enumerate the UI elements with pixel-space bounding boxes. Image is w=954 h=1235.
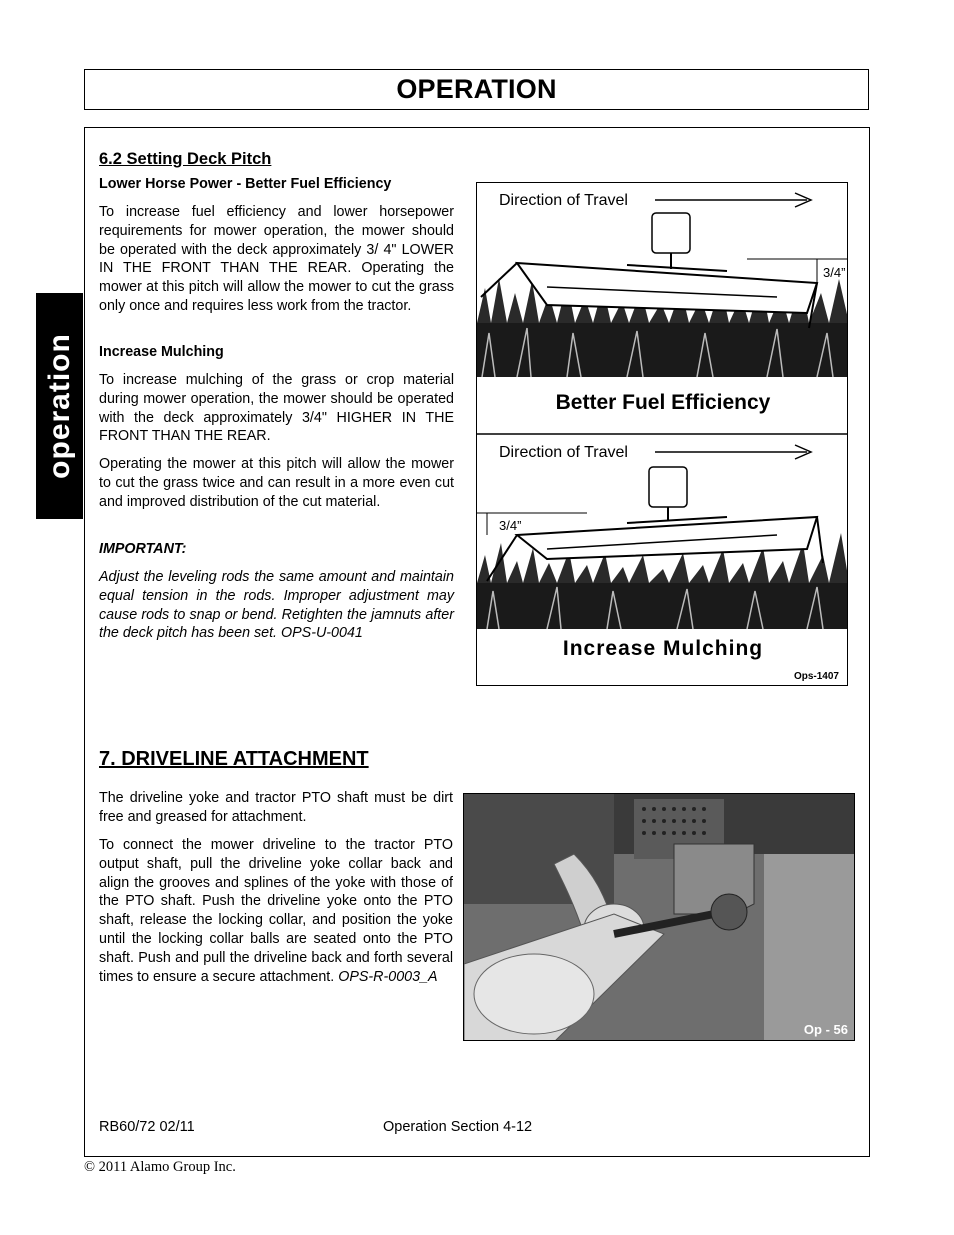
- driveline-instructions: To connect the mower driveline to the tractor PTO output shaft, pull the driveline yoke collar back and align the grooves and splines of the yoke with those of the PTO shaft. Push the driveline yoke onto the PTO shaft, release the locking collar, and position the yoke until the locking collar balls are seated onto the PTO shaft. Push and pull the driveline back and forth several times to ensure a secure attachment.: [99, 837, 453, 985]
- side-tab-label: operation: [42, 333, 76, 479]
- footer-model: RB60/72 02/11: [99, 1119, 195, 1135]
- page-title: OPERATION: [396, 74, 557, 104]
- figure1-code: Ops-1407: [793, 671, 839, 682]
- footer-section: Operation Section 4-12: [383, 1119, 533, 1135]
- important-label: IMPORTANT:: [99, 541, 187, 557]
- paragraph-mulching-result: Operating the mower at this pitch will allow the mower to cut the grass twice and can result in a more even cut and improved distribution of the cut material.: [99, 456, 454, 510]
- paragraph-fuel-efficiency: To increase fuel efficiency and lower horsepower requirements for mower operation, the mower should be operated with the deck approximately 3/ 4" LOWER IN THE FRONT THAN THE REAR. Operating the mower at this pitch will allow the mower to cut the grass only once and requires less work from the tractor.: [99, 204, 454, 314]
- caption-mulching: Increase Mulching: [562, 637, 764, 660]
- paragraph-mulching: To increase mulching of the grass or crop material during mower operation, the mower should be operated with the deck approximately 3/4" HIGHER IN THE FRONT THAN THE REAR.: [99, 372, 454, 445]
- figure2-code: Op - 56: [803, 1022, 848, 1037]
- important-text: Adjust the leveling rods the same amount and maintain equal tension in the rods. Improper adjustment may cause rods to snap or bend. Retighten the jamnuts after the deck pitch has been set. OPS-U-0041: [99, 569, 454, 642]
- caption-fuel-efficiency: Better Fuel Efficiency: [555, 391, 771, 414]
- section-7-heading: 7. DRIVELINE ATTACHMENT: [99, 748, 369, 770]
- subheading-fuel-efficiency: Lower Horse Power - Better Fuel Efficiency: [99, 176, 392, 192]
- driveline-paragraph-1: The driveline yoke and tractor PTO shaft must be dirt free and greased for attachment.: [99, 790, 453, 825]
- measure-label-top: 3/4”: [823, 265, 846, 280]
- driveline-code: OPS-R-0003_A: [338, 968, 438, 985]
- subheading-mulching: Increase Mulching: [99, 344, 224, 360]
- page-header: [84, 69, 869, 110]
- copyright: © 2011 Alamo Group Inc.: [84, 1159, 236, 1175]
- side-tab: [36, 293, 83, 519]
- mower-deck-bottom: [487, 467, 823, 581]
- direction-label-bottom: Direction of Travel: [499, 444, 628, 461]
- deck-pitch-figure: [476, 182, 848, 686]
- measure-label-bottom: 3/4”: [499, 518, 522, 533]
- driveline-photo: [463, 793, 855, 1041]
- driveline-paragraph-2: [99, 836, 453, 986]
- deck-pitch-illustration: [477, 183, 848, 686]
- direction-label-top: Direction of Travel: [499, 192, 628, 209]
- driveline-photo-illustration: [464, 794, 855, 1041]
- direction-arrow-bottom: [655, 445, 811, 459]
- section-6-2-heading: 6.2 Setting Deck Pitch: [99, 150, 272, 168]
